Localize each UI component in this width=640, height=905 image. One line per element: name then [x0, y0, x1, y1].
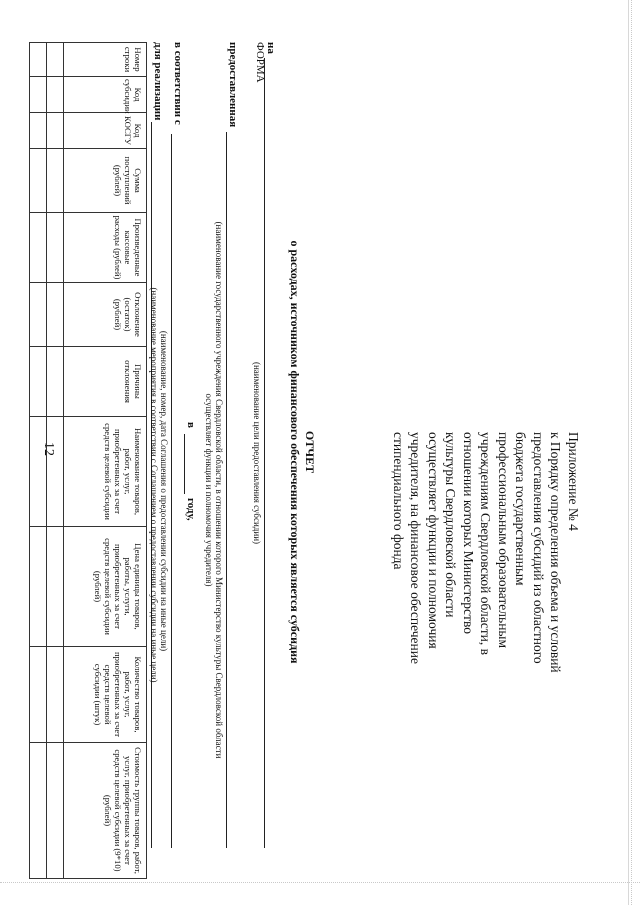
col-header: Произведенные кассовые расходы (рублей): [64, 213, 147, 283]
table-cell: [30, 283, 47, 347]
table-cell: [47, 647, 64, 743]
report-table: [29, 42, 147, 879]
col-header: Стоимость группы товаров, работ, услуг, приобретенных за счет средств целевой субсидии (9*10) (рублей): [64, 743, 147, 879]
table-cell: [30, 213, 47, 283]
appendix-line: к Порядку определения объема и условий: [548, 432, 564, 673]
table-cell: [30, 347, 47, 417]
appendix-line: профессиональным образовательным: [496, 432, 511, 649]
table-cell: [30, 743, 47, 879]
appendix-line: культуры Свердловской области: [443, 432, 459, 618]
rotated-document: [22, 22, 622, 882]
appendix-line: осуществляет функции и полномочия: [426, 432, 441, 649]
col-header: Сумма поступлений (рублей): [64, 149, 147, 213]
table-cell: [47, 283, 64, 347]
appendix-line: Приложение № 4: [566, 432, 581, 531]
col-header: Номер строки: [64, 43, 147, 77]
scan-edge-right: [631, 0, 632, 905]
scan-edge-bottom: [0, 882, 640, 883]
na-line: [264, 58, 265, 848]
year-prefix: в: [185, 422, 197, 428]
table-cell: [47, 213, 64, 283]
col-header: Отклонение (остаток) (рублей): [64, 283, 147, 347]
table-cell: [30, 43, 47, 77]
report-title: ОТЧЕТ: [303, 430, 317, 474]
for-hint: (наименование мероприятия в соответствии с Соглашением о предоставлении субсидии на иные цели): [149, 287, 159, 683]
appendix-line: бюджета государственным: [513, 432, 529, 586]
provided-label: предоставленная: [227, 42, 239, 128]
table-cell: [30, 527, 47, 647]
na-label: на: [265, 42, 277, 54]
form-label: ФОРМА: [254, 42, 266, 83]
table-row: [30, 43, 47, 879]
year-suffix: году,: [185, 498, 197, 521]
table-cell: [30, 149, 47, 213]
appendix-line: учреждениям Свердловской области, в: [478, 432, 494, 656]
provided-hint-2: осуществляет функции и полномочия учредителя): [204, 393, 214, 587]
col-header: Количество товаров, работ, услуг, приобретенных за счет средств целевой субсидии (штук): [64, 647, 147, 743]
col-header: Наименование товаров, работ, услуг, приобретенных за счет средств целевой субсидии: [64, 417, 147, 527]
according-line: [171, 134, 172, 848]
report-subtitle: о расходах, источником финансового обеспечения которых является субсидия: [288, 240, 302, 664]
appendix-line: стипендиального фонда: [391, 432, 406, 570]
table-cell: [30, 647, 47, 743]
table-cell: [30, 417, 47, 527]
table-cell: [47, 113, 64, 149]
according-hint: (наименование, номер, дата Соглашения о предоставлении субсидии на иные цели): [159, 330, 169, 652]
table-header-row: [64, 43, 147, 879]
table-cell: [47, 743, 64, 879]
table-cell: [47, 149, 64, 213]
table-cell: [47, 43, 64, 77]
provided-hint-1: (наименование государственного учреждения Свердловской области, в отношении которого Министерство культуры Свердловской области: [214, 221, 224, 759]
col-header: Код КОСГУ: [64, 113, 147, 149]
table-cell: [47, 417, 64, 527]
table-cell: [47, 347, 64, 417]
na-hint: (наименование цели предоставления субсидии): [252, 361, 262, 545]
for-label: для реализации: [152, 42, 164, 121]
appendix-line: предоставления субсидий из областного: [531, 432, 546, 664]
appendix-line: отношении которых Министерство: [461, 432, 476, 634]
col-header: Цена единицы товаров, работы, услуги, приобретенных за счет средств целевой субсидии (рублей): [64, 527, 147, 647]
table-cell: [30, 113, 47, 149]
table-body: [30, 43, 64, 879]
table-cell: [47, 527, 64, 647]
appendix-line: учредителя, на финансовое обеспечение: [408, 432, 424, 664]
col-header: Код субсидии: [64, 77, 147, 113]
year-line: [184, 434, 185, 494]
col-header: Причины отклонения: [64, 347, 147, 417]
appendix-block: [390, 432, 583, 732]
table-row: [47, 43, 64, 879]
page-number: 12: [41, 442, 56, 456]
table-cell: [47, 77, 64, 113]
according-label: в соответствии с: [172, 42, 184, 125]
provided-line: [226, 132, 227, 848]
table-cell: [30, 77, 47, 113]
